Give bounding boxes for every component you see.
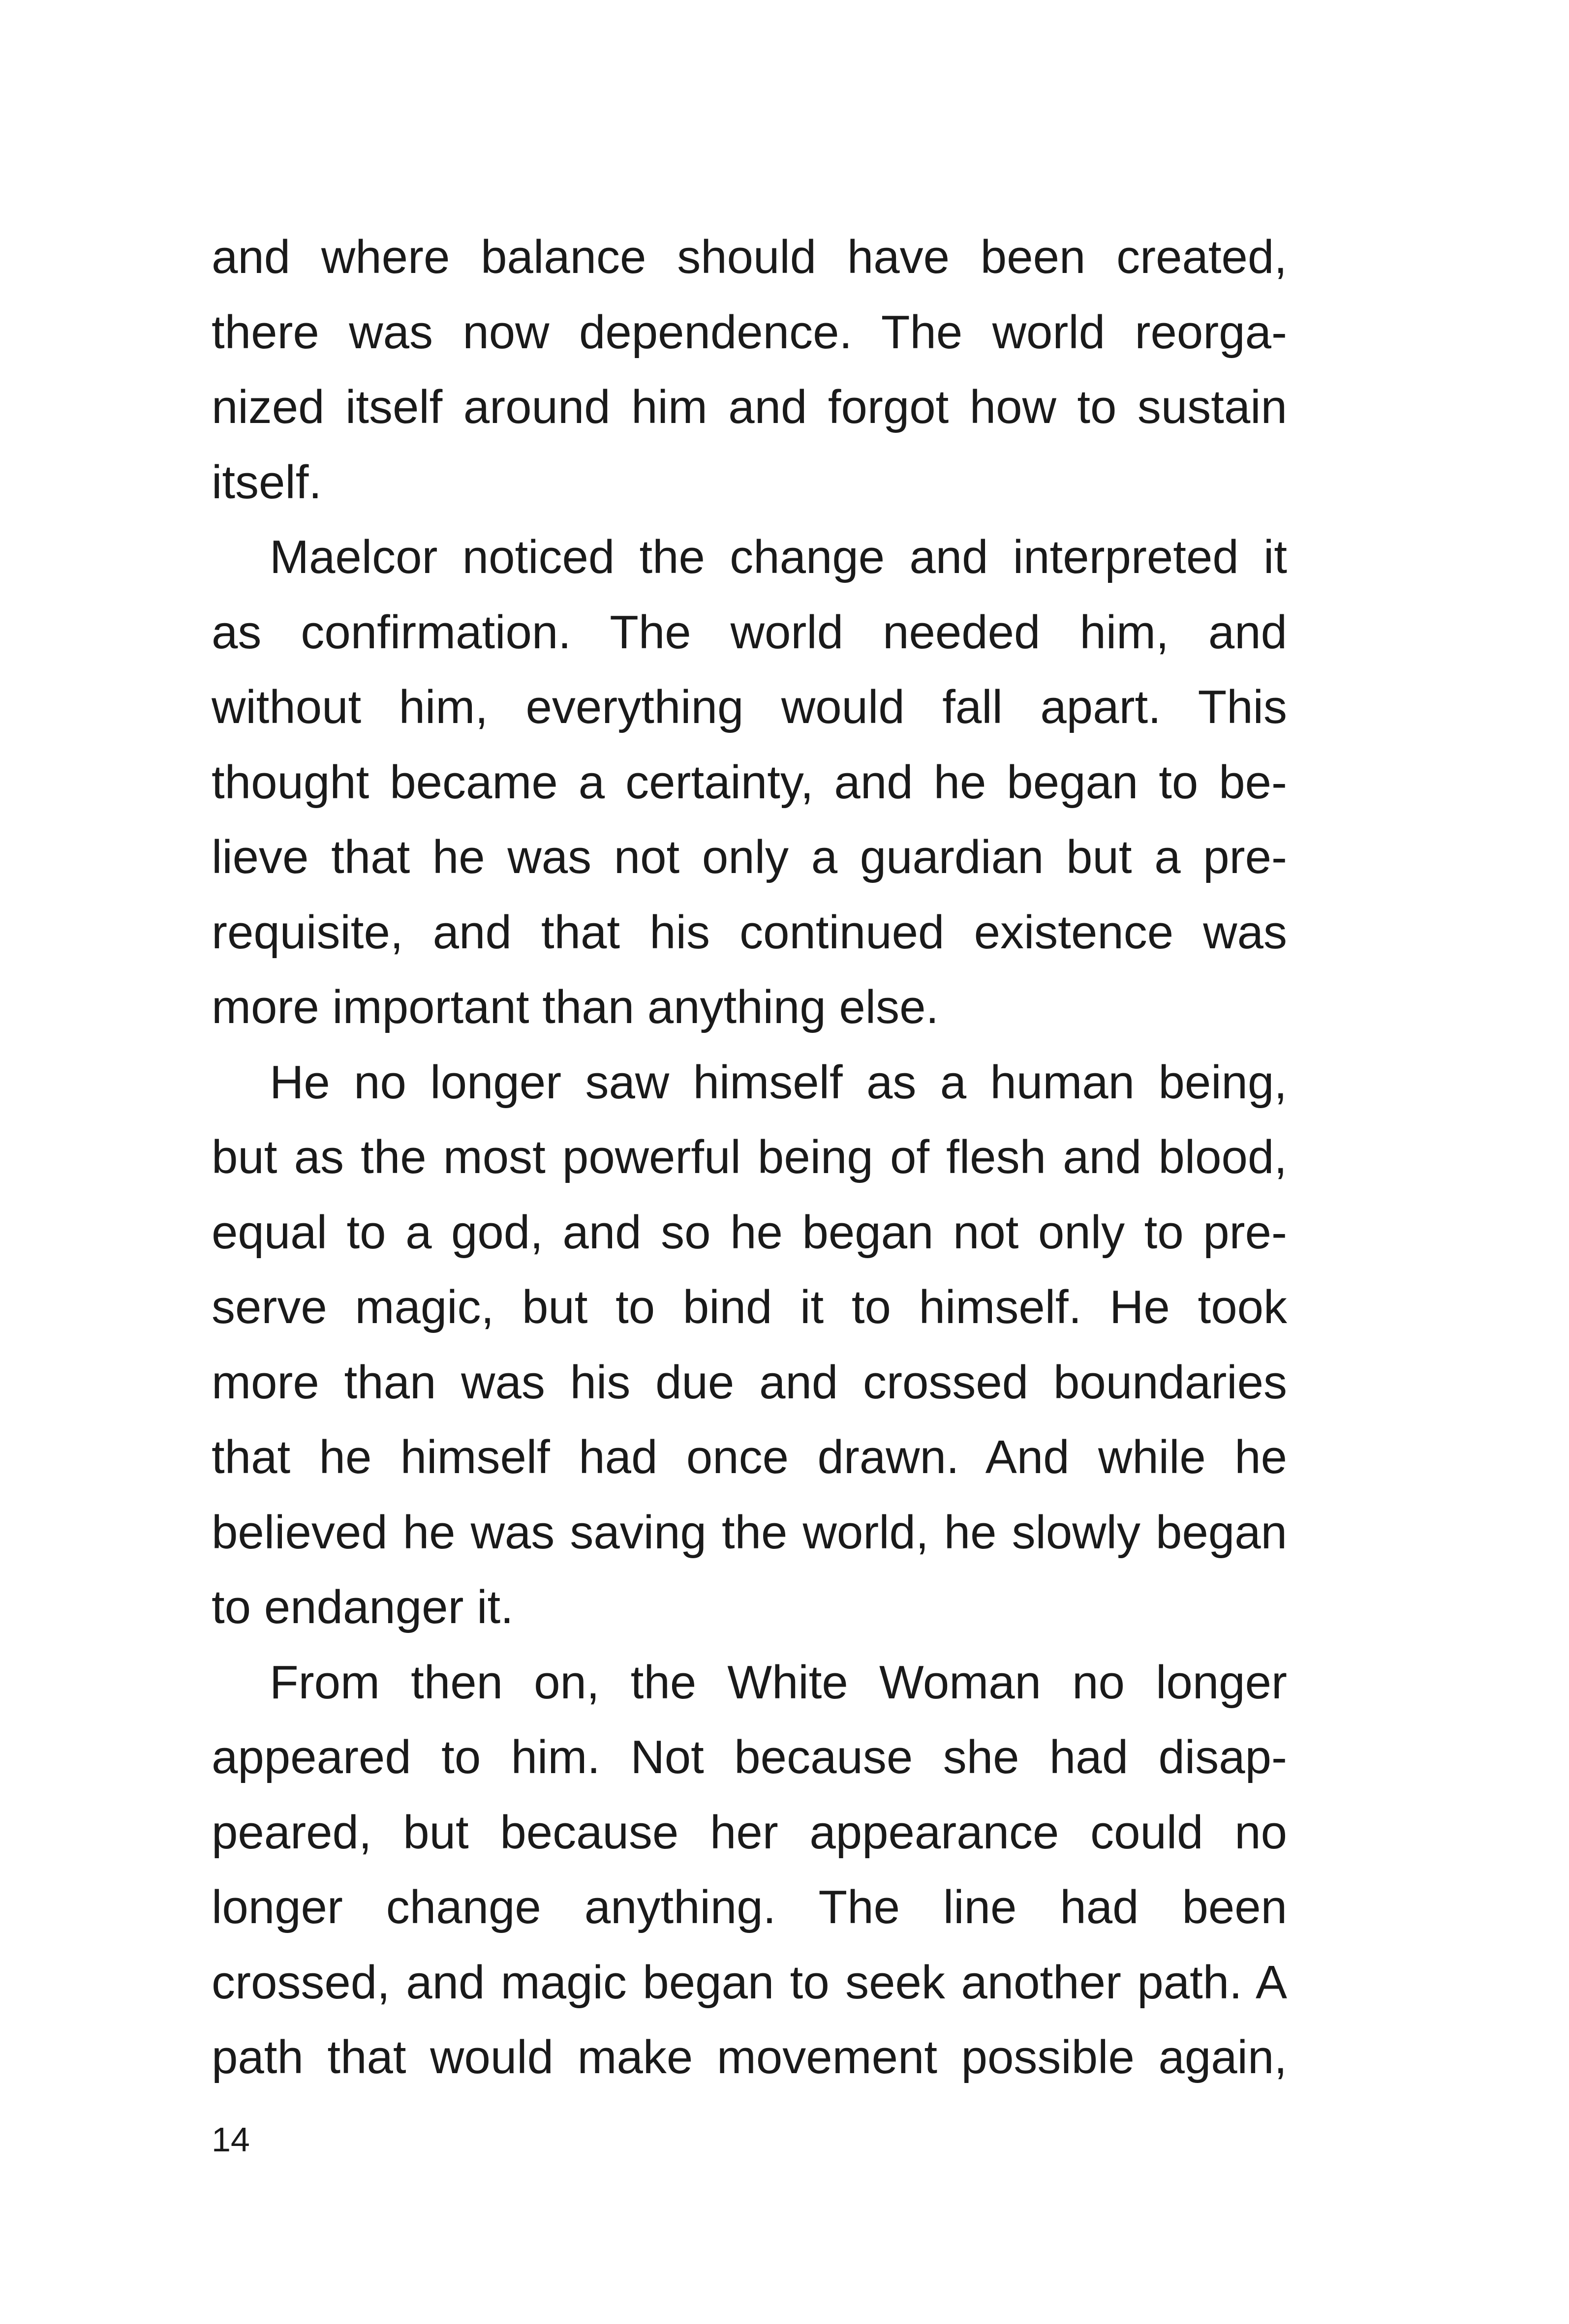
text-line: without him, everything would fall apart. This (212, 681, 1287, 733)
text-line: and where balance should have been created, (212, 231, 1287, 283)
text-line: Maelcor noticed the change and interpreted it (270, 531, 1287, 583)
body-text (212, 220, 1287, 2095)
text-line: requisite, and that his continued existence was (212, 905, 1287, 959)
text-line: that he himself had once drawn. And while he (212, 1431, 1287, 1483)
text-line: path that would make movement possible again, (212, 2031, 1287, 2083)
text-line: appeared to him. Not because she had disap- (212, 1731, 1287, 1783)
text-line: serve magic, but to bind it to himself. He took (212, 1281, 1287, 1333)
page-number: 14 (212, 2120, 250, 2159)
text-line: peared, but because her appearance could no (212, 1806, 1287, 1859)
text-line: itself. (212, 455, 322, 509)
text-line: lieve that he was not only a guardian but a pre- (212, 831, 1287, 883)
text-line: He no longer saw himself as a human being, (270, 1056, 1287, 1109)
text-line: more important than anything else. (212, 981, 939, 1033)
text-line: believed he was saving the world, he slowly began (212, 1506, 1287, 1559)
text-line: but as the most powerful being of flesh and blood, (212, 1131, 1287, 1183)
text-line: crossed, and magic began to seek another path. A (212, 1956, 1287, 2009)
text-line: equal to a god, and so he began not only to pre- (212, 1206, 1287, 1259)
text-line: more than was his due and crossed boundaries (212, 1356, 1287, 1409)
text-line: nized itself around him and forgot how to sustain (212, 381, 1287, 433)
text-line: as confirmation. The world needed him, and (212, 605, 1287, 659)
text-line: there was now dependence. The world reorga- (212, 305, 1287, 359)
text-line: longer change anything. The line had been (212, 1881, 1287, 1933)
text-line: to endanger it. (212, 1581, 514, 1633)
text-line: From then on, the White Woman no longer (270, 1656, 1287, 1709)
text-line: thought became a certainty, and he began to be- (212, 755, 1287, 809)
